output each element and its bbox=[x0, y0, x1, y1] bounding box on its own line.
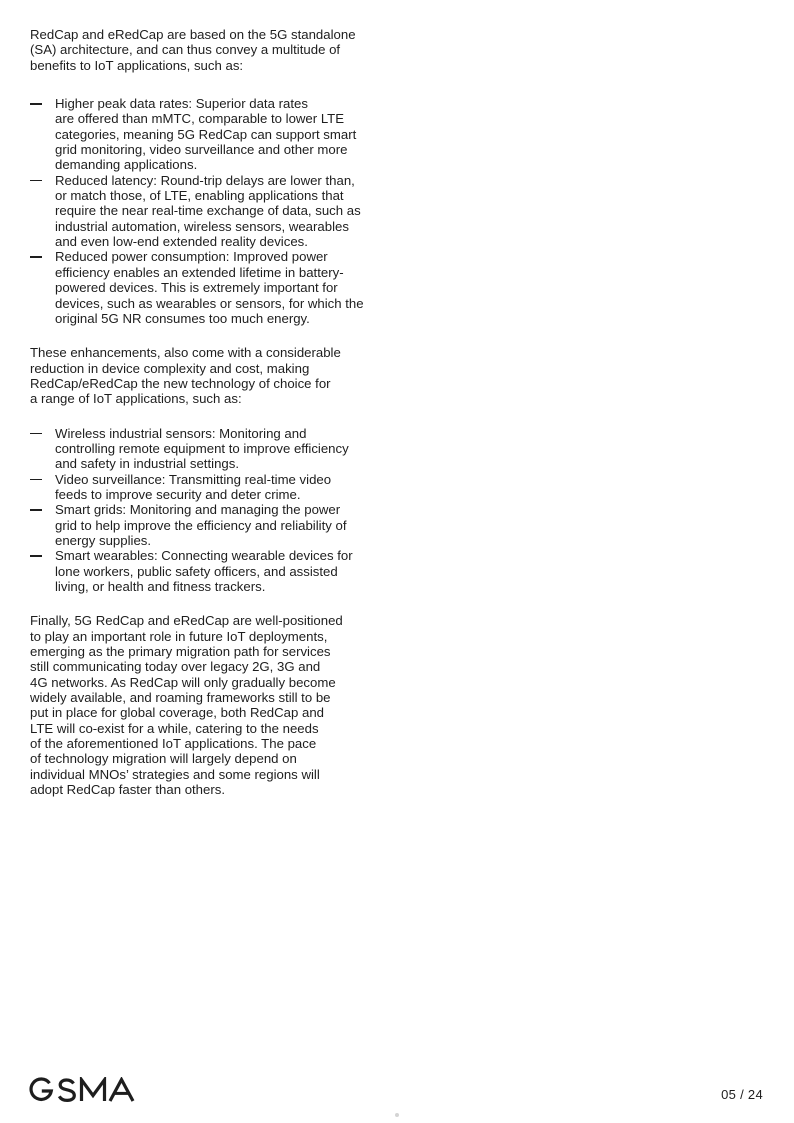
spacer bbox=[30, 326, 390, 345]
list-item-text: Reduced power consumption: Improved power efficiency enables an extended lifetime in battery- powered devices. This is extremely important for devices, such as wearables or sensors, for which the original 5G NR consumes too much energy. bbox=[55, 249, 364, 326]
list-item bbox=[30, 173, 390, 250]
spacer bbox=[30, 594, 390, 613]
intro-paragraph: RedCap and eRedCap are based on the 5G standalone (SA) architecture, and can thus convey a multitude of benefits to IoT applications, such as: bbox=[30, 27, 356, 73]
dash-bullet-icon bbox=[30, 103, 42, 105]
list-item bbox=[30, 548, 390, 594]
list-item-text: Reduced latency: Round-trip delays are lower than, or match those, of LTE, enabling applications that require the near real-time exchange of data, such as industrial automation, wireless sensors, wearables and even low-end extended reality devices. bbox=[55, 172, 361, 250]
list-item bbox=[30, 249, 390, 326]
dash-bullet-icon bbox=[30, 433, 42, 435]
benefits-list bbox=[30, 96, 390, 326]
list-item-text: Wireless industrial sensors: Monitoring and controlling remote equipment to improve efficiency and safety in industrial settings. bbox=[55, 425, 349, 472]
page-number: 05 / 24 bbox=[721, 1087, 763, 1102]
dash-bullet-icon bbox=[30, 509, 42, 511]
list-item-text: Video surveillance: Transmitting real-time video feeds to improve security and deter crime. bbox=[55, 471, 332, 502]
list-item bbox=[30, 426, 390, 472]
list-item-text: Higher peak data rates: Superior data rates are offered than mMTC, comparable to lower LTE categories, meaning 5G RedCap can support smart grid monitoring, video surveillance and other more demanding applications. bbox=[55, 96, 357, 173]
dash-bullet-icon bbox=[30, 256, 42, 258]
dash-bullet-icon bbox=[30, 555, 42, 557]
list-item-text: Smart wearables: Connecting wearable devices for lone workers, public safety officers, and assisted living, or health and fitness trackers. bbox=[55, 548, 353, 594]
applications-list bbox=[30, 426, 390, 595]
list-item bbox=[30, 502, 390, 548]
list-item bbox=[30, 96, 390, 173]
gsma-logo bbox=[29, 1077, 151, 1103]
dash-bullet-icon bbox=[30, 479, 42, 481]
dash-bullet-icon bbox=[30, 180, 42, 182]
list-item bbox=[30, 472, 390, 503]
page-marker-dot bbox=[395, 1113, 399, 1117]
list-item-text: Smart grids: Monitoring and managing the power grid to help improve the efficiency and reliability of energy supplies. bbox=[55, 502, 347, 548]
main-content bbox=[30, 27, 390, 797]
conclusion-paragraph: Finally, 5G RedCap and eRedCap are well-positioned to play an important role in future IoT deployments, emerging as the primary migration path for services still communicating today over legacy 2G, 3G and 4G networks. As RedCap will only gradually become widely available, and roaming frameworks still to be put in place for global coverage, both RedCap and LTE will co-exist for a while, catering to the needs of the aforementioned IoT applications. The pace of technology migration will largely depend on individual MNOs’ strategies and some regions will adopt RedCap faster than others. bbox=[30, 613, 343, 798]
spacer bbox=[30, 73, 390, 96]
spacer bbox=[30, 407, 390, 426]
enhancements-paragraph: These enhancements, also come with a considerable reduction in device complexity and cost, making RedCap/eRedCap the new technology of choice for a range of IoT applications, such as: bbox=[30, 345, 341, 407]
